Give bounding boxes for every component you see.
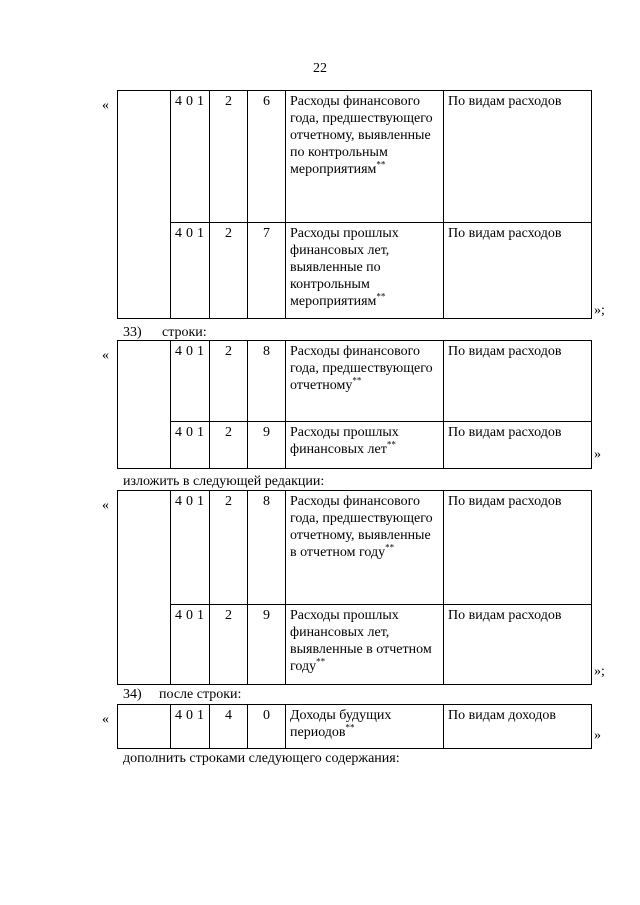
empty-cell — [118, 341, 171, 469]
description-cell — [286, 91, 444, 223]
type-cell: По видам расходов — [444, 91, 592, 223]
description-cell — [286, 605, 444, 685]
description-cell — [286, 223, 444, 319]
group-cell: 2 — [210, 91, 248, 223]
table-row — [118, 605, 592, 685]
codes-table-2 — [117, 340, 592, 469]
description-cell — [286, 491, 444, 605]
description-text: Доходы будущих периодов — [290, 708, 392, 740]
description-text: Расходы финансового года, предшествующего отчетному — [290, 344, 433, 393]
description-cell — [286, 705, 444, 749]
table-row — [118, 223, 592, 319]
group-cell: 2 — [210, 605, 248, 685]
footnote-mark: ** — [386, 439, 396, 450]
item-cell: 8 — [248, 341, 286, 422]
code-cell: 401 — [171, 223, 210, 319]
footnote-mark: ** — [345, 722, 355, 733]
item-cell: 0 — [248, 705, 286, 749]
type-cell: По видам расходов — [444, 422, 592, 469]
table-row — [118, 491, 592, 605]
type-cell: По видам расходов — [444, 341, 592, 422]
codes-table-3 — [117, 490, 592, 685]
close-quote: » — [594, 728, 601, 743]
type-cell: По видам доходов — [444, 705, 592, 749]
code-cell: 401 — [171, 91, 210, 223]
footnote-mark: ** — [316, 656, 326, 667]
table-row — [118, 341, 592, 422]
group-cell: 2 — [210, 422, 248, 469]
item-34-number: 34) — [123, 687, 142, 702]
description-cell — [286, 422, 444, 469]
group-cell: 4 — [210, 705, 248, 749]
item-cell: 9 — [248, 605, 286, 685]
description-text: Расходы финансового года, предшествующего отчетному, выявленные по контрольным мероприятиям — [290, 94, 433, 177]
type-cell: По видам расходов — [444, 605, 592, 685]
description-text: Расходы прошлых финансовых лет, выявленные в отчетном году — [290, 608, 432, 674]
open-quote: « — [102, 348, 109, 363]
open-quote: « — [102, 498, 109, 513]
footnote-mark: ** — [376, 159, 386, 170]
group-cell: 2 — [210, 491, 248, 605]
code-cell: 401 — [171, 341, 210, 422]
footnote-mark: ** — [385, 542, 395, 553]
group-cell: 2 — [210, 223, 248, 319]
code-cell: 401 — [171, 422, 210, 469]
description-cell — [286, 341, 444, 422]
table-row — [118, 422, 592, 469]
code-cell: 401 — [171, 491, 210, 605]
append-instruction: дополнить строками следующего содержания: — [123, 751, 400, 766]
item-34-text: после строки: — [159, 687, 242, 702]
description-text: Расходы прошлых финансовых лет, выявленные по контрольным мероприятиям — [290, 226, 399, 309]
type-cell: По видам расходов — [444, 491, 592, 605]
footnote-mark: ** — [352, 375, 362, 386]
page-number: 22 — [313, 61, 327, 76]
close-quote: »; — [594, 303, 605, 318]
footnote-mark: ** — [376, 291, 386, 302]
replace-instruction: изложить в следующей редакции: — [123, 474, 325, 489]
item-33-text: строки: — [162, 325, 207, 340]
description-text: Расходы прошлых финансовых лет — [290, 425, 399, 457]
codes-table-1 — [117, 90, 592, 319]
type-cell: По видам расходов — [444, 223, 592, 319]
item-cell: 6 — [248, 91, 286, 223]
empty-cell — [118, 705, 171, 749]
item-33-number: 33) — [123, 325, 142, 340]
open-quote: « — [102, 712, 109, 727]
item-cell: 7 — [248, 223, 286, 319]
table-row — [118, 705, 592, 749]
item-cell: 9 — [248, 422, 286, 469]
empty-cell — [118, 91, 171, 319]
close-quote: » — [594, 447, 601, 462]
code-cell: 401 — [171, 605, 210, 685]
close-quote: »; — [594, 664, 605, 679]
description-text: Расходы финансового года, предшествующего отчетному, выявленные в отчетном году — [290, 494, 433, 560]
codes-table-4 — [117, 704, 592, 749]
code-cell: 401 — [171, 705, 210, 749]
item-cell: 8 — [248, 491, 286, 605]
group-cell: 2 — [210, 341, 248, 422]
empty-cell — [118, 491, 171, 685]
open-quote: « — [102, 98, 109, 113]
table-row — [118, 91, 592, 223]
